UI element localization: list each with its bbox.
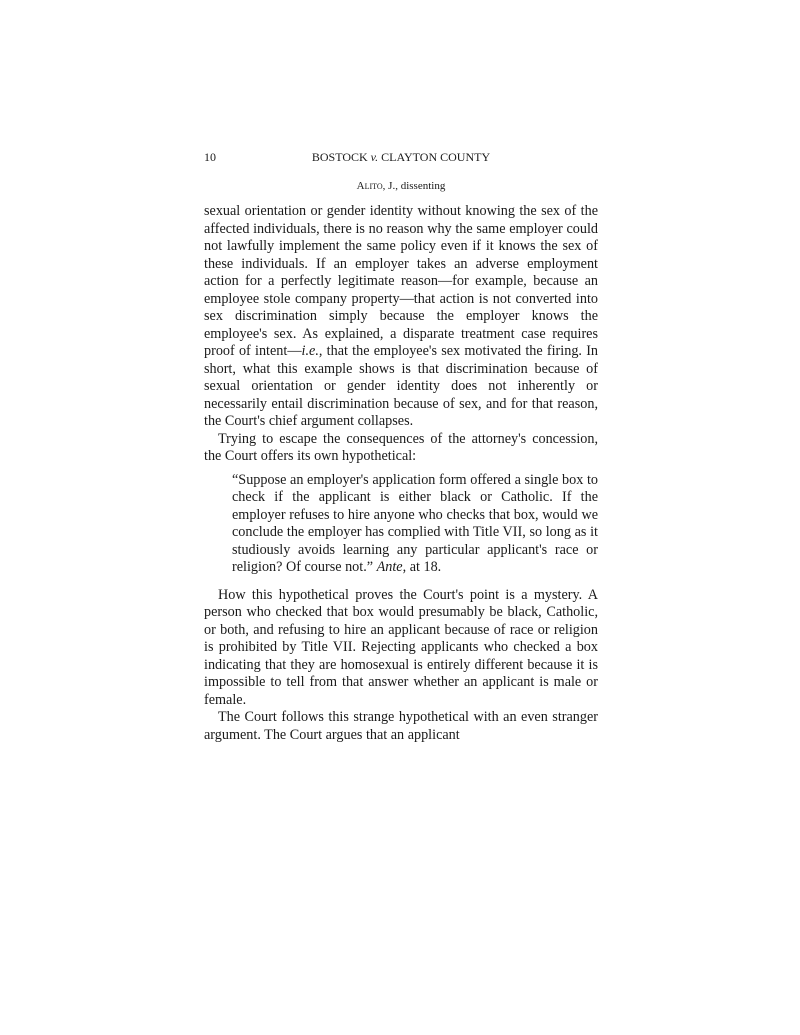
body-text [204, 203, 598, 744]
author-suffix: , J., dissenting [382, 180, 446, 192]
paragraph-1 [204, 203, 598, 431]
paragraph-4: The Court follows this strange hypothetical with an even stranger argument. The Court argues that an applicant [204, 709, 598, 743]
paragraph-2: Trying to escape the consequences of the attorney's concession, the Court offers its own hypothetical: [204, 430, 598, 464]
block-quote [204, 472, 598, 577]
running-head [204, 148, 598, 166]
paragraph-3: How this hypothetical proves the Court's point is a mystery. A person who checked that box would presumably be black, Catholic, or both, and refusing to hire an applicant because of race or religion is prohibited by Title VII. Rejecting applicants who checked a box indicating that they are homosexual is entirely different because it is impossible to tell from that answer whether an applicant is male or female. [204, 586, 598, 708]
case-caption-right: CLAYTON COUNTY [381, 150, 491, 164]
block-quote-text [232, 472, 598, 577]
quote-cite-italic: Ante [376, 559, 403, 575]
case-caption-versus: v. [370, 150, 379, 164]
quote-body: “Suppose an employer's application form offered a single box to check if the applicant is either black or Catholic. If the employer refuses to hire anyone who checks that box, would we conclude the employer has complied with Title VII, so long as it studiously avoids learning any particular applicant's race or religion? Of course not.” [232, 471, 598, 575]
case-caption-left: BOSTOCK [311, 150, 368, 164]
case-caption [204, 148, 598, 166]
paragraph-1-text: sexual orientation or gender identity without knowing the sex of the affected individuals, there is no reason why the same employer could not lawfully implement the same policy even if it knows the sex of these individuals. If an employer takes an adverse employment action for a perfectly legitimate reason—for example, because an employee stole company property—that action is not converted into sex discrimination simply because the employer knows the employee's sex. As explained, a disparate treatment case requires proof of intent— [204, 203, 598, 359]
paragraph-1-italic: i.e., [301, 343, 323, 359]
author-name: Alito [356, 180, 383, 192]
quote-cite-end: , at 18. [402, 559, 442, 575]
paragraph-1-end: that the employee's sex motivated the firing. In short, what this example shows is that discrimination because of sexual orientation or gender identity does not inherently or necessarily entail discrimination because of sex, and for that reason, the Court's chief argument collapses. [204, 343, 599, 429]
page-number: 10 [204, 150, 216, 164]
opinion-author-line [204, 179, 598, 193]
